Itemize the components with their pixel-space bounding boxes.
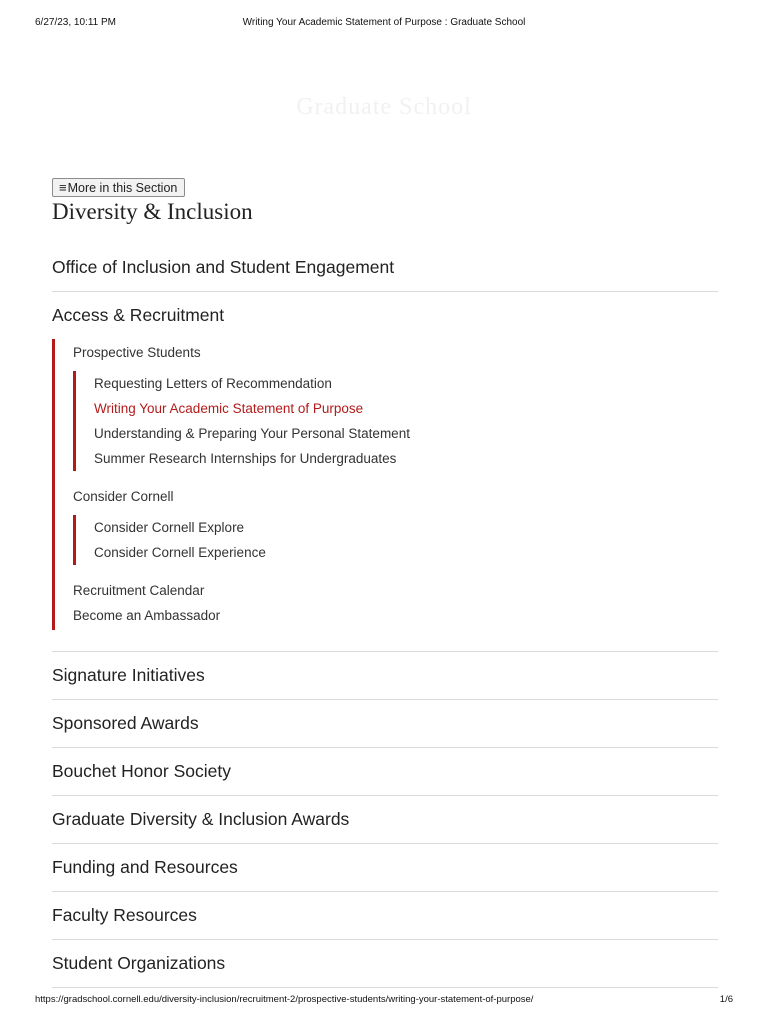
nav-item-student-organizations[interactable]: Student Organizations xyxy=(52,953,226,973)
subnav-item-personal-statement[interactable]: Understanding & Preparing Your Personal Statement xyxy=(94,426,410,441)
nav-item-faculty-resources[interactable]: Faculty Resources xyxy=(52,905,197,925)
nav-item-sponsored-awards[interactable]: Sponsored Awards xyxy=(52,713,199,733)
menu-icon: ≡ xyxy=(59,180,67,195)
subnav-item-consider-explore[interactable]: Consider Cornell Explore xyxy=(94,520,245,535)
nav-item-diversity-awards[interactable]: Graduate Diversity & Inclusion Awards xyxy=(52,809,350,829)
subnav-item-statement-of-purpose[interactable]: Writing Your Academic Statement of Purpose xyxy=(94,401,364,416)
print-title: Writing Your Academic Statement of Purpose : Graduate School xyxy=(242,17,526,28)
site-logo[interactable]: Graduate School xyxy=(296,94,472,120)
more-in-section-label: More in this Section xyxy=(67,180,178,195)
section-nav xyxy=(52,244,718,988)
more-in-section-button[interactable] xyxy=(52,178,185,197)
access-subnav xyxy=(52,339,718,630)
nav-item-bouchet-honor-society[interactable]: Bouchet Honor Society xyxy=(52,761,231,781)
subnav-item-consider-cornell[interactable]: Consider Cornell xyxy=(73,489,174,504)
nav-item-office[interactable]: Office of Inclusion and Student Engagement xyxy=(52,257,395,277)
subnav-item-recruitment-calendar[interactable]: Recruitment Calendar xyxy=(73,583,205,598)
consider-subnav xyxy=(73,515,718,565)
print-header xyxy=(35,17,733,31)
nav-item-access-recruitment[interactable]: Access & Recruitment xyxy=(52,305,225,325)
subnav-item-consider-experience[interactable]: Consider Cornell Experience xyxy=(94,545,266,560)
nav-divider xyxy=(52,987,718,988)
subnav-item-letters[interactable]: Requesting Letters of Recommendation xyxy=(94,376,332,391)
subnav-item-summer-research[interactable]: Summer Research Internships for Undergraduates xyxy=(94,451,397,466)
nav-item-signature-initiatives[interactable]: Signature Initiatives xyxy=(52,665,205,685)
page-number: 1/6 xyxy=(719,994,733,1005)
prospective-subnav xyxy=(73,371,718,471)
subnav-item-prospective-students[interactable]: Prospective Students xyxy=(73,345,201,360)
subnav-item-become-ambassador[interactable]: Become an Ambassador xyxy=(73,608,221,623)
page-url: https://gradschool.cornell.edu/diversity-inclusion/recruitment-2/prospective-students/writing-your-statement-of-purpose/ xyxy=(35,994,534,1005)
print-datetime: 6/27/23, 10:11 PM xyxy=(35,17,116,28)
section-title: Diversity & Inclusion xyxy=(52,199,253,224)
nav-item-funding-resources[interactable]: Funding and Resources xyxy=(52,857,238,877)
